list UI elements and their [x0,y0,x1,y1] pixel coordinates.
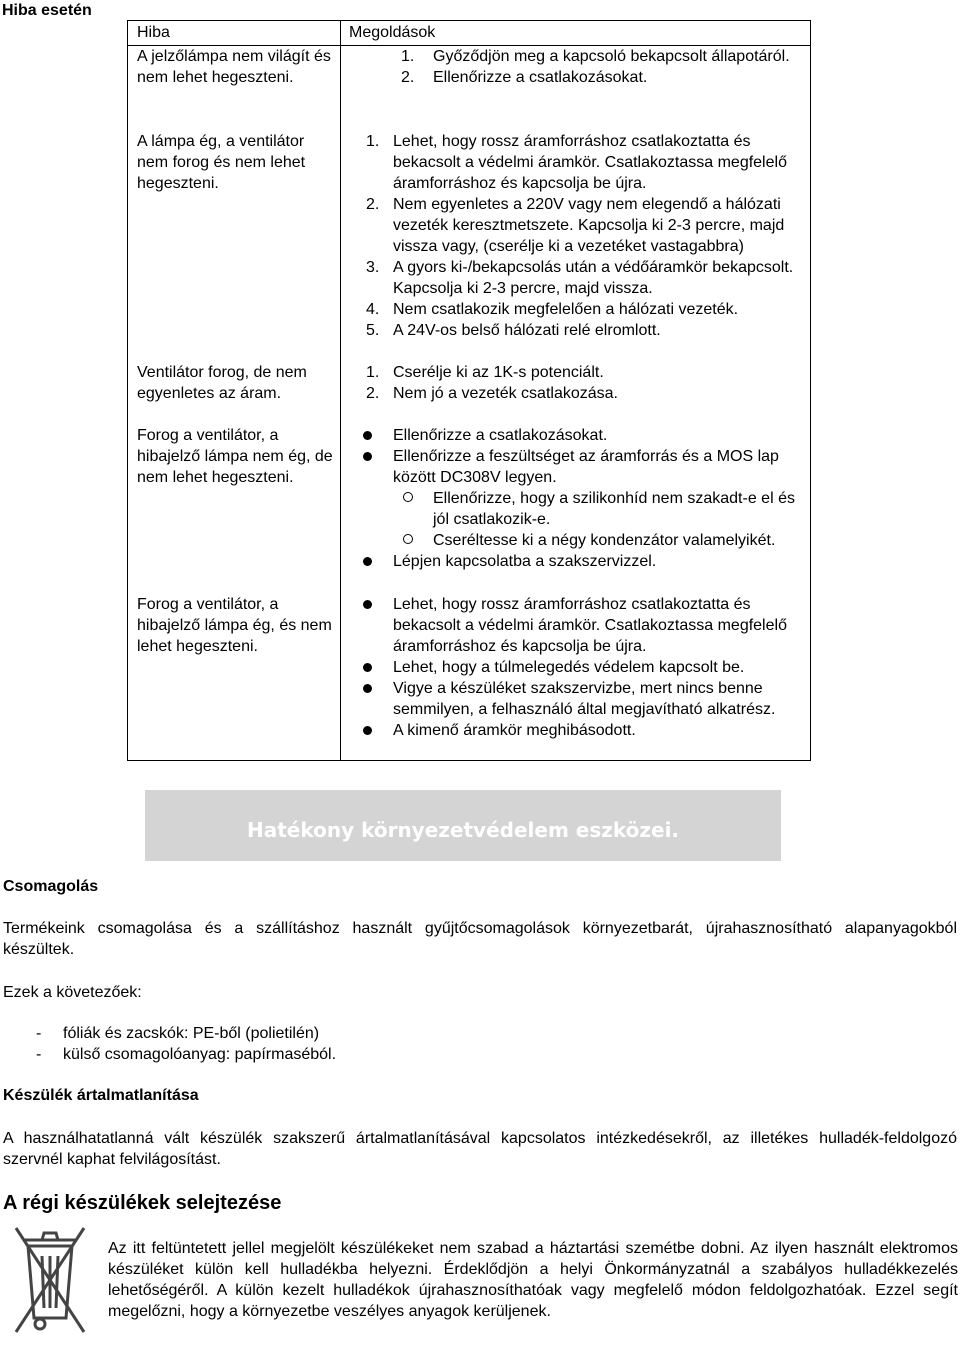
solutions-3: 1. Cserélje ki az 1K-s potenciált. 2. Nem jó a vezeték csatlakozása. [366,364,618,402]
solutions-5: Lehet, hogy rossz áramforráshoz csatlakoztatta és bekacsolt a védelmi áramkör. Csatlakoztassa megfelelő áramforráshoz és kapcsolja be újra. Lehet, hogy a túlmelegedés védelem kapcsolt be. Vigye a készüléket szakszervizbe, mert nincs benne semmilyen, a felhasználó által megjavítható alkatrész. A kimenő áramkör meghibásodott. [356,594,806,741]
fault-2: A lámpa ég, a ventilátor nem forog és nem lehet hegeszteni. [137,133,306,192]
disposal-text: A használhatatlanná vált készülék szakszerű ártalmatlanításával kapcsolatos intézkedésekről, az illetékes hulladék-feldolgozó szervnél kaphat felvilágosítást. [3,1130,957,1168]
list-item: - fóliák és zacskók: PE-ből (polietilén) [36,1025,320,1042]
section-heading-troubleshooting: Hiba esetén [2,2,92,19]
packaging-list [3,1023,903,1065]
solutions-2: 1. Lehet, hogy rossz áramforráshoz csatlakoztatta és bekacsolt a védelmi áramkör. Csatlakoztassa megfelelő áramforráshoz és kapcsolja be újra. 2. Nem egyenletes a 220V vagy nem elegendő a hálózati vezeték keresztmetszete. Kapcsolja ki 2-3 percre, majd vissza vagy, (cserélje ki a vezetéket vastagabbra) 3. A gyors ki-/bekapcsolás után a védőáramkör bekapcsolt. Kapcsolja ki 2-3 percre, majd vissza. 4. Nem csatlakozik megfelelően a hálózati vezeték. 5. A 24V-os belső hálózati relé elromlott. [366,133,794,339]
environment-banner [145,790,781,861]
fault-4: Forog a ventilátor, a hibajelző lámpa nem ég, de nem lehet hegeszteni. [137,427,333,486]
solutions-4: Ellenőrizze a csatlakozásokat. Ellenőrizze a feszültséget az áramforrás és a MOS lap között DC308V legyen. Ellenőrizze, hogy a szilikonhíd nem szakadt-e el és jól csatlakozik-e. Cseréltesse ki a négy kondenzátor valamelyikét. Lépjen kapcsolatba a szakszervizzel. [356,425,806,572]
fault-5: Forog a ventilátor, a hibajelző lámpa ég, és nem lehet hegeszteni. [137,596,332,655]
disposal-heading: Készülék ártalmatlanítása [3,1087,199,1104]
old-devices-heading: A régi készülékek selejtezése [3,1192,282,1214]
banner-title: Hatékony környezetvédelem eszközei. [246,818,680,842]
header-fault: Hiba [137,24,170,41]
solutions-1: 1. Győződjön meg a kapcsoló bekapcsolt állapotáról. 2. Ellenőrizze a csatlakozásokat. [401,48,790,86]
list-item: - külső csomagolóanyag: papírmaséból. [36,1046,337,1063]
packaging-heading: Csomagolás [3,878,99,895]
crossed-out-wheelie-bin-icon [6,1218,94,1342]
packaging-text: Termékeink csomagolása és a szállításhoz használt gyűjtőcsomagolások környezetbarát, újrahasznosítható alapanyagokból készültek. [3,920,957,958]
troubleshooting-table [127,20,811,761]
fault-3: Ventilátor forog, de nem egyenletes az áram. [137,364,307,402]
header-solution: Megoldások [349,24,436,41]
packaging-intro: Ezek a követezőek: [3,984,142,1001]
fault-1: A jelzőlámpa nem világít és nem lehet hegeszteni. [137,48,331,86]
old-devices-text: Az itt feltüntetett jellel megjelölt készülékeket nem szabad a háztartási szemétbe dobni. Az ilyen használt elektromos készüléket külön kell hulladékba helyezni. Érdeklődjön a helyi Önkormányzatnál a szabályos hulladékkezelés lehetőségéről. A külön kezelt hulladékok újrahasznosíthatóak vagy megfelelő módon feldolgozhatóak. Ezzel segít megelőzni, hogy a környezetbe veszélyes anyagok kerüljenek. [108,1240,958,1320]
